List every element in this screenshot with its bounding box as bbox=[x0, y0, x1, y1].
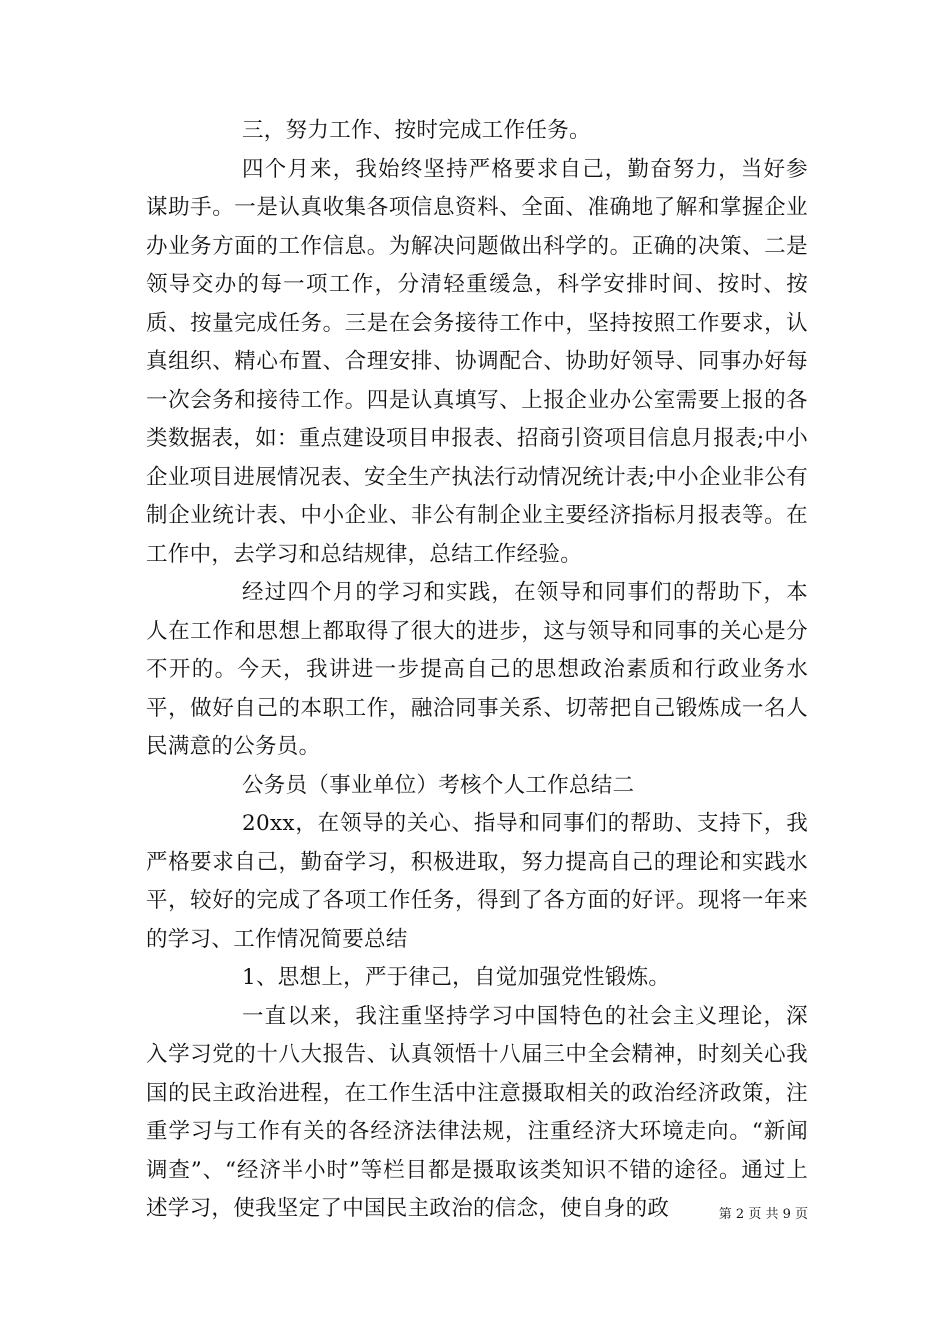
paragraph-progress: 经过四个月的学习和实践，在领导和同事们的帮助下，本人在工作和思想上都取得了很大的进步，这与领导和同事的关心是分不开的。今天，我讲进一步提高自己的思想政治素质和行政业务水平，做好自己的本职工作，融洽同事关系、切蒂把自己锻炼成一名人民满意的公务员。 bbox=[146, 580, 808, 759]
paragraph-subheading-1: 1、思想上，严于律己，自觉加强党性锻炼。 bbox=[242, 965, 671, 990]
paragraph-work-details: 四个月来，我始终坚持严格要求自己，勤奋努力，当好参谋助手。一是认真收集各项信息资料、全面、准确地了解和掌握企业办业务方面的工作信息。为解决问题做出科学的。正确的决策、二是领导交办的每一项工作，分清轻重缓急，科学安排时间、按时、按质、按量完成任务。三是在会务接待工作中，坚持按照工作要求，认真组织、精心布置、合理安排、协调配合、协助好领导、同事办好每一次会务和接待工作。四是认真填写、上报企业办公室需要上报的各类数据表，如：重点建设项目申报表、招商引资项目信息月报表;中小企业项目进展情况表、安全生产执法行动情况统计表;中小企业非公有制企业统计表、中小企业、非公有制企业主要经济指标月报表等。在工作中，去学习和总结规律，总结工作经验。 bbox=[146, 156, 808, 567]
page-number: 第 2 页 共 9 页 bbox=[718, 1207, 808, 1222]
paragraph-thought: 一直以来，我注重坚持学习中国特色的社会主义理论，深入学习党的十八大报告、认真领悟十八届三中全会精神，时刻关心我国的民主政治进程，在工作生活中注意摄取相关的政治经济政策，注重学习与工作有关的各经济法律法规，注重经济大环境走向。“新闻调查”、“经济半小时”等栏目都是摄取该类知识不错的途径。通过上述学习，使我坚定了中国民主政治的信念，使自身的政 bbox=[146, 1003, 808, 1221]
paragraph-intro: 20xx，在领导的关心、指导和同事们的帮助、支持下，我严格要求自己，勤奋学习，积极进取，努力提高自己的理论和实践水平，较好的完成了各项工作任务，得到了各方面的好评。现将一年来的学习、工作情况简要总结 bbox=[146, 811, 808, 952]
section-title: 公务员（事业单位）考核个人工作总结二 bbox=[242, 772, 635, 798]
paragraph-heading-3: 三，努力工作、按时完成工作任务。 bbox=[242, 118, 591, 143]
document-body bbox=[146, 112, 808, 1229]
